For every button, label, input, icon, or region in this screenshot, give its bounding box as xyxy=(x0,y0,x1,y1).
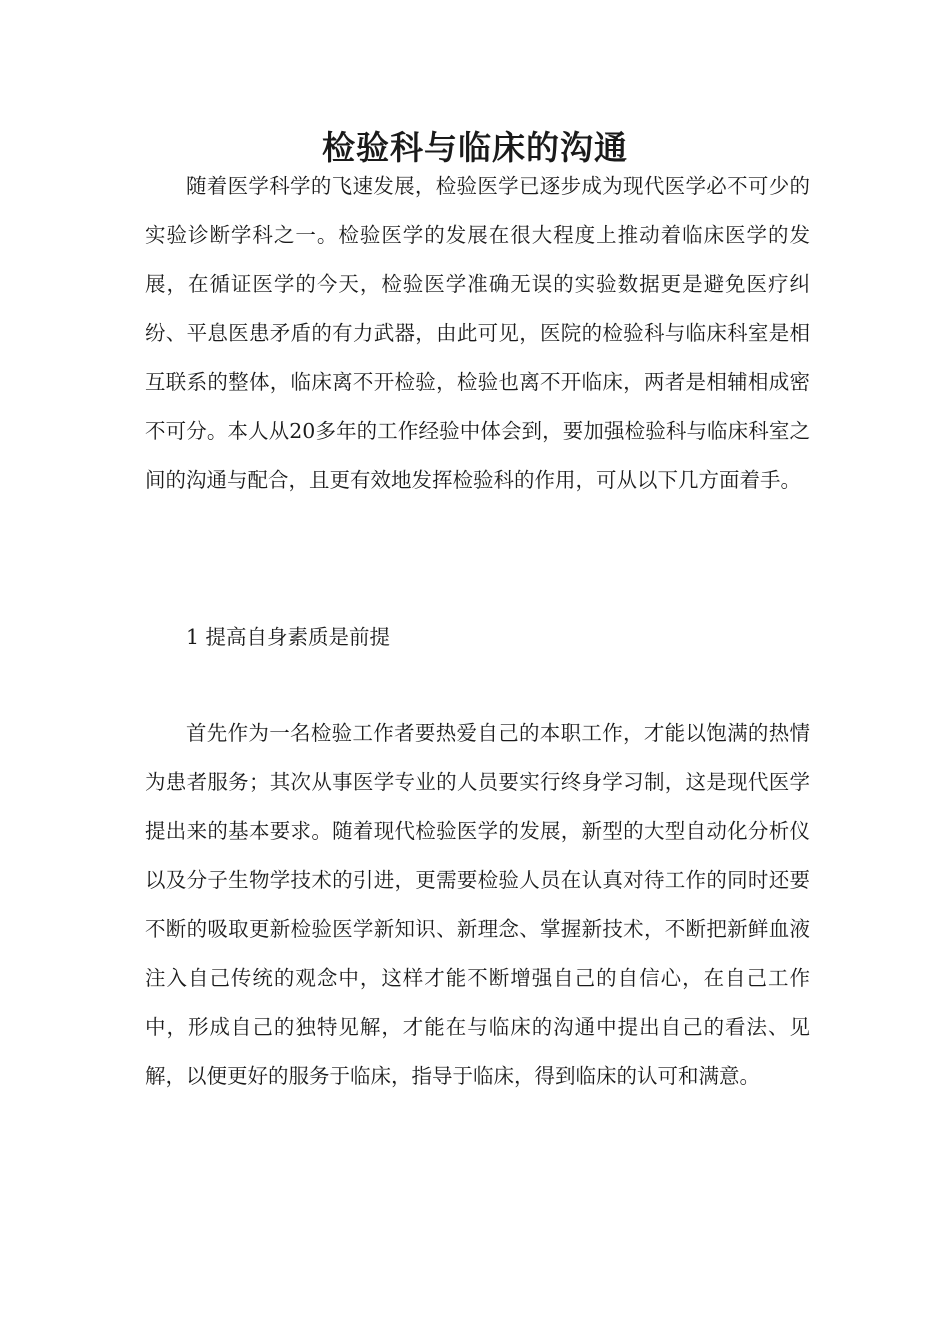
section-paragraph: 首先作为一名检验工作者要热爱自己的本职工作，才能以饱满的热情为患者服务；其次从事医学专业的人员要实行终身学习制，这是现代医学提出来的基本要求。随着现代检验医学的发展，新型的大型自动化分析仪以及分子生物学技术的引进，更需要检验人员在认真对待工作的同时还要不断的吸取更新检验医学新知识、新理念、掌握新技术，不断把新鲜血液注入自己传统的观念中，这样才能不断增强自己的自信心，在自己工作中，形成自己的独特见解，才能在与临床的沟通中提出自己的看法、见解，以便更好的服务于临床，指导于临床，得到临床的认可和满意。 xyxy=(145,721,810,1088)
intro-paragraph: 随着医学科学的飞速发展，检验医学已逐步成为现代医学必不可少的实验诊断学科之一。检验医学的发展在很大程度上推动着临床医学的发展，在循证医学的今天，检验医学准确无误的实验数据更是避免医疗纠纷、平息医患矛盾的有力武器，由此可见，医院的检验科与临床科室是相互联系的整体，临床离不开检验，检验也离不开临床，两者是相辅相成密不可分。本人从20多年的工作经验中体会到，要加强检验科与临床科室之间的沟通与配合，且更有效地发挥检验科的作用，可从以下几方面着手。 xyxy=(145,174,810,492)
page-title: 检验科与临床的沟通 xyxy=(322,128,628,168)
section-heading: 1 提高自身素质是前提 xyxy=(186,625,391,649)
